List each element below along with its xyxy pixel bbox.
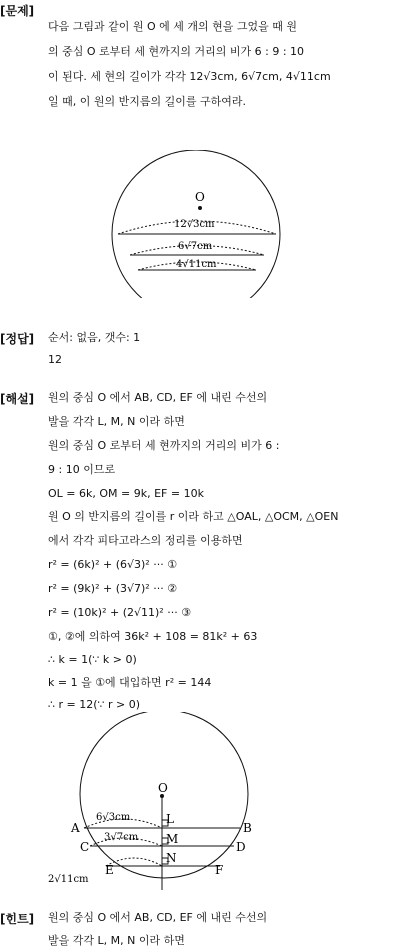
solution-line-13: k = 1 을 ①에 대입하면 r² = 144 <box>48 676 212 689</box>
fig-label-c: C <box>80 840 90 854</box>
solution-line-1: 원의 중심 O 에서 AB, CD, EF 에 내린 수선의 <box>48 391 268 404</box>
fig-label-n: N <box>166 851 177 865</box>
center-o-label: O <box>195 190 205 204</box>
solution-line-2: 발을 각각 L, M, N 이라 하면 <box>48 415 185 428</box>
problem-line-1: 다음 그림과 같이 원 O 에 세 개의 현을 그었을 때 원 <box>48 20 298 33</box>
solution-circle-figure <box>44 712 264 892</box>
answer-value: 12 <box>48 353 62 366</box>
solution-tag: [해설] <box>0 392 35 406</box>
chord-label-3: 4√11cm <box>176 259 217 270</box>
solution-line-5: OL = 6k, OM = 9k, EF = 10k <box>48 487 204 500</box>
hint-line-1: 원의 중심 O 에서 AB, CD, EF 에 내린 수선의 <box>48 911 268 924</box>
solution-line-12: ∴ k = 1(∵ k > 0) <box>48 653 137 666</box>
answer-meta: 순서: 없음, 갯수: 1 <box>48 331 141 344</box>
solution-line-7: 에서 각각 피타고라스의 정리를 이용하면 <box>48 534 243 547</box>
problem-circle-figure <box>108 150 288 298</box>
problem-tag: [문제] <box>0 4 35 18</box>
fig-label-d: D <box>236 840 246 854</box>
hint-line-2: 발을 각각 L, M, N 이라 하면 <box>48 934 185 947</box>
solution-line-8: r² = (6k)² + (6√3)² ··· ① <box>48 558 178 571</box>
fig-label-f: F <box>215 863 224 877</box>
fig-label-m: M <box>166 832 179 846</box>
hint-tag: [힌트] <box>0 912 35 926</box>
solution-line-3: 원의 중심 O 로부터 세 현까지의 거리의 비가 6 : <box>48 439 280 452</box>
fig-label-e: E <box>105 863 114 877</box>
dim-label-3: 2√11cm <box>48 874 89 885</box>
solution-line-9: r² = (9k)² + (3√7)² ··· ② <box>48 582 178 595</box>
solution-line-4: 9 : 10 이므로 <box>48 463 116 476</box>
solution-line-11: ①, ②에 의하여 36k² + 108 = 81k² + 63 <box>48 630 258 643</box>
fig-label-a: A <box>71 821 80 835</box>
problem-line-2: 의 중심 O 로부터 세 현까지의 거리의 비가 6 : 9 : 10 <box>48 45 305 58</box>
solution-line-6: 원 O 의 반지름의 길이를 r 이라 하고 △OAL, △OCM, △OEN <box>48 510 339 523</box>
fig-label-o: O <box>158 781 168 795</box>
solution-line-14: ∴ r = 12(∵ r > 0) <box>48 698 141 711</box>
chord-label-1: 12√3cm <box>174 219 215 230</box>
dim-label-1: 6√3cm <box>96 812 131 823</box>
problem-line-4: 일 때, 이 원의 반지름의 길이를 구하여라. <box>48 95 246 108</box>
fig-label-b: B <box>243 821 252 835</box>
chord-label-2: 6√7cm <box>178 241 213 252</box>
fig-label-l: L <box>166 812 174 826</box>
problem-line-3: 이 된다. 세 현의 길이가 각각 12√3cm, 6√7cm, 4√11cm <box>48 70 331 83</box>
solution-line-10: r² = (10k)² + (2√11)² ··· ③ <box>48 606 192 619</box>
answer-tag: [정답] <box>0 332 35 346</box>
dim-label-2: 3√7cm <box>104 832 139 843</box>
